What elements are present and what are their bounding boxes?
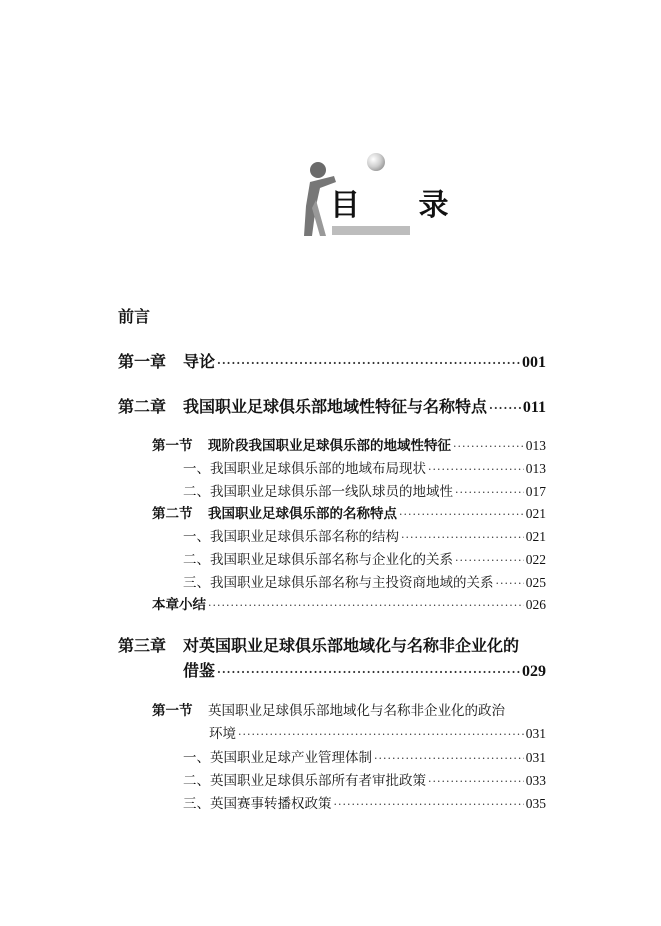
dot-leader	[238, 725, 524, 745]
toc-entry-summary[interactable]	[152, 595, 546, 616]
toc-entry-chapter-1[interactable]	[118, 351, 546, 375]
chapter-number: 第二章	[118, 397, 167, 416]
page-number: 029	[522, 663, 546, 680]
summary-title: 本章小结	[152, 597, 206, 613]
dot-leader	[455, 551, 524, 571]
chapter-number: 第三章	[118, 636, 167, 655]
dot-leader	[374, 749, 524, 769]
dot-leader	[401, 528, 524, 548]
dot-leader	[217, 353, 520, 375]
section-number: 第一节	[152, 703, 193, 719]
dot-leader	[489, 398, 521, 420]
item-title: 一、我国职业足球俱乐部名称的结构	[183, 529, 399, 545]
toc-entry-item[interactable]	[183, 482, 546, 503]
page-number: 013	[525, 438, 546, 453]
dot-leader	[455, 483, 524, 503]
toc-entry-preface[interactable]	[118, 306, 150, 328]
toc-entry-section[interactable]	[152, 504, 546, 525]
section-title-line2: 环境	[209, 726, 236, 742]
item-title: 二、英国职业足球俱乐部所有者审批政策	[183, 773, 426, 789]
toc-entry-item[interactable]	[183, 459, 546, 480]
toc-entry-item[interactable]	[183, 527, 546, 548]
toc-entry-section[interactable]	[152, 436, 546, 457]
toc-entry-section-cont[interactable]	[209, 724, 546, 745]
toc-entry-item[interactable]	[183, 748, 546, 769]
section-title: 我国职业足球俱乐部的名称特点	[208, 506, 397, 522]
dot-leader	[334, 795, 524, 815]
chapter-number: 第一章	[118, 352, 167, 371]
page-number: 013	[525, 461, 546, 476]
toc-entry-chapter-3[interactable]	[118, 635, 546, 657]
dot-leader	[399, 505, 524, 525]
preface-label: 前言	[118, 307, 151, 326]
page-number: 025	[525, 575, 546, 590]
item-title: 三、我国职业足球俱乐部名称与主投资商地域的关系	[183, 575, 494, 591]
chapter-title-line1: 对英国职业足球俱乐部地域化与名称非企业化的	[183, 636, 520, 655]
dot-leader	[208, 596, 524, 616]
dot-leader	[453, 437, 524, 457]
item-title: 二、我国职业足球俱乐部一线队球员的地域性	[183, 484, 453, 500]
page-number: 031	[525, 750, 546, 765]
toc-entry-item[interactable]	[183, 550, 546, 571]
toc-entry-chapter-2[interactable]	[118, 396, 546, 420]
toc-title: 目 录	[330, 188, 473, 223]
chapter-title: 导论	[183, 352, 216, 371]
item-title: 二、我国职业足球俱乐部名称与企业化的关系	[183, 552, 453, 568]
page-number: 017	[525, 484, 546, 499]
toc-entry-chapter-3-cont[interactable]	[183, 660, 546, 684]
page-number: 021	[525, 529, 546, 544]
section-title: 现阶段我国职业足球俱乐部的地域性特征	[208, 438, 451, 454]
toc-entry-item[interactable]	[183, 771, 546, 792]
section-number: 第一节	[152, 438, 193, 454]
page-number: 035	[525, 796, 546, 811]
dot-leader	[496, 574, 524, 594]
dot-leader	[428, 460, 524, 480]
toc-entry-item[interactable]	[183, 573, 546, 594]
section-number: 第二节	[152, 506, 193, 522]
page-number: 001	[522, 354, 546, 371]
page-number: 031	[525, 726, 546, 741]
item-title: 一、我国职业足球俱乐部的地域布局现状	[183, 461, 426, 477]
section-title-line1: 英国职业足球俱乐部地域化与名称非企业化的政治	[208, 703, 505, 719]
toc-entry-item[interactable]	[183, 794, 546, 815]
chapter-title-line2: 借鉴	[183, 661, 216, 680]
page-number: 021	[525, 506, 546, 521]
item-title: 三、英国赛事转播权政策	[183, 796, 332, 812]
toc-entry-section[interactable]	[152, 701, 546, 721]
dot-leader	[217, 662, 520, 684]
dot-leader	[428, 772, 524, 792]
item-title: 一、英国职业足球产业管理体制	[183, 750, 372, 766]
page-number: 033	[525, 773, 546, 788]
page-number: 026	[525, 597, 546, 612]
title-underline	[332, 226, 410, 235]
page-number: 011	[522, 399, 546, 416]
chapter-title: 我国职业足球俱乐部地域性特征与名称特点	[183, 397, 488, 416]
ball-icon	[367, 153, 385, 171]
page-number: 022	[525, 552, 546, 567]
